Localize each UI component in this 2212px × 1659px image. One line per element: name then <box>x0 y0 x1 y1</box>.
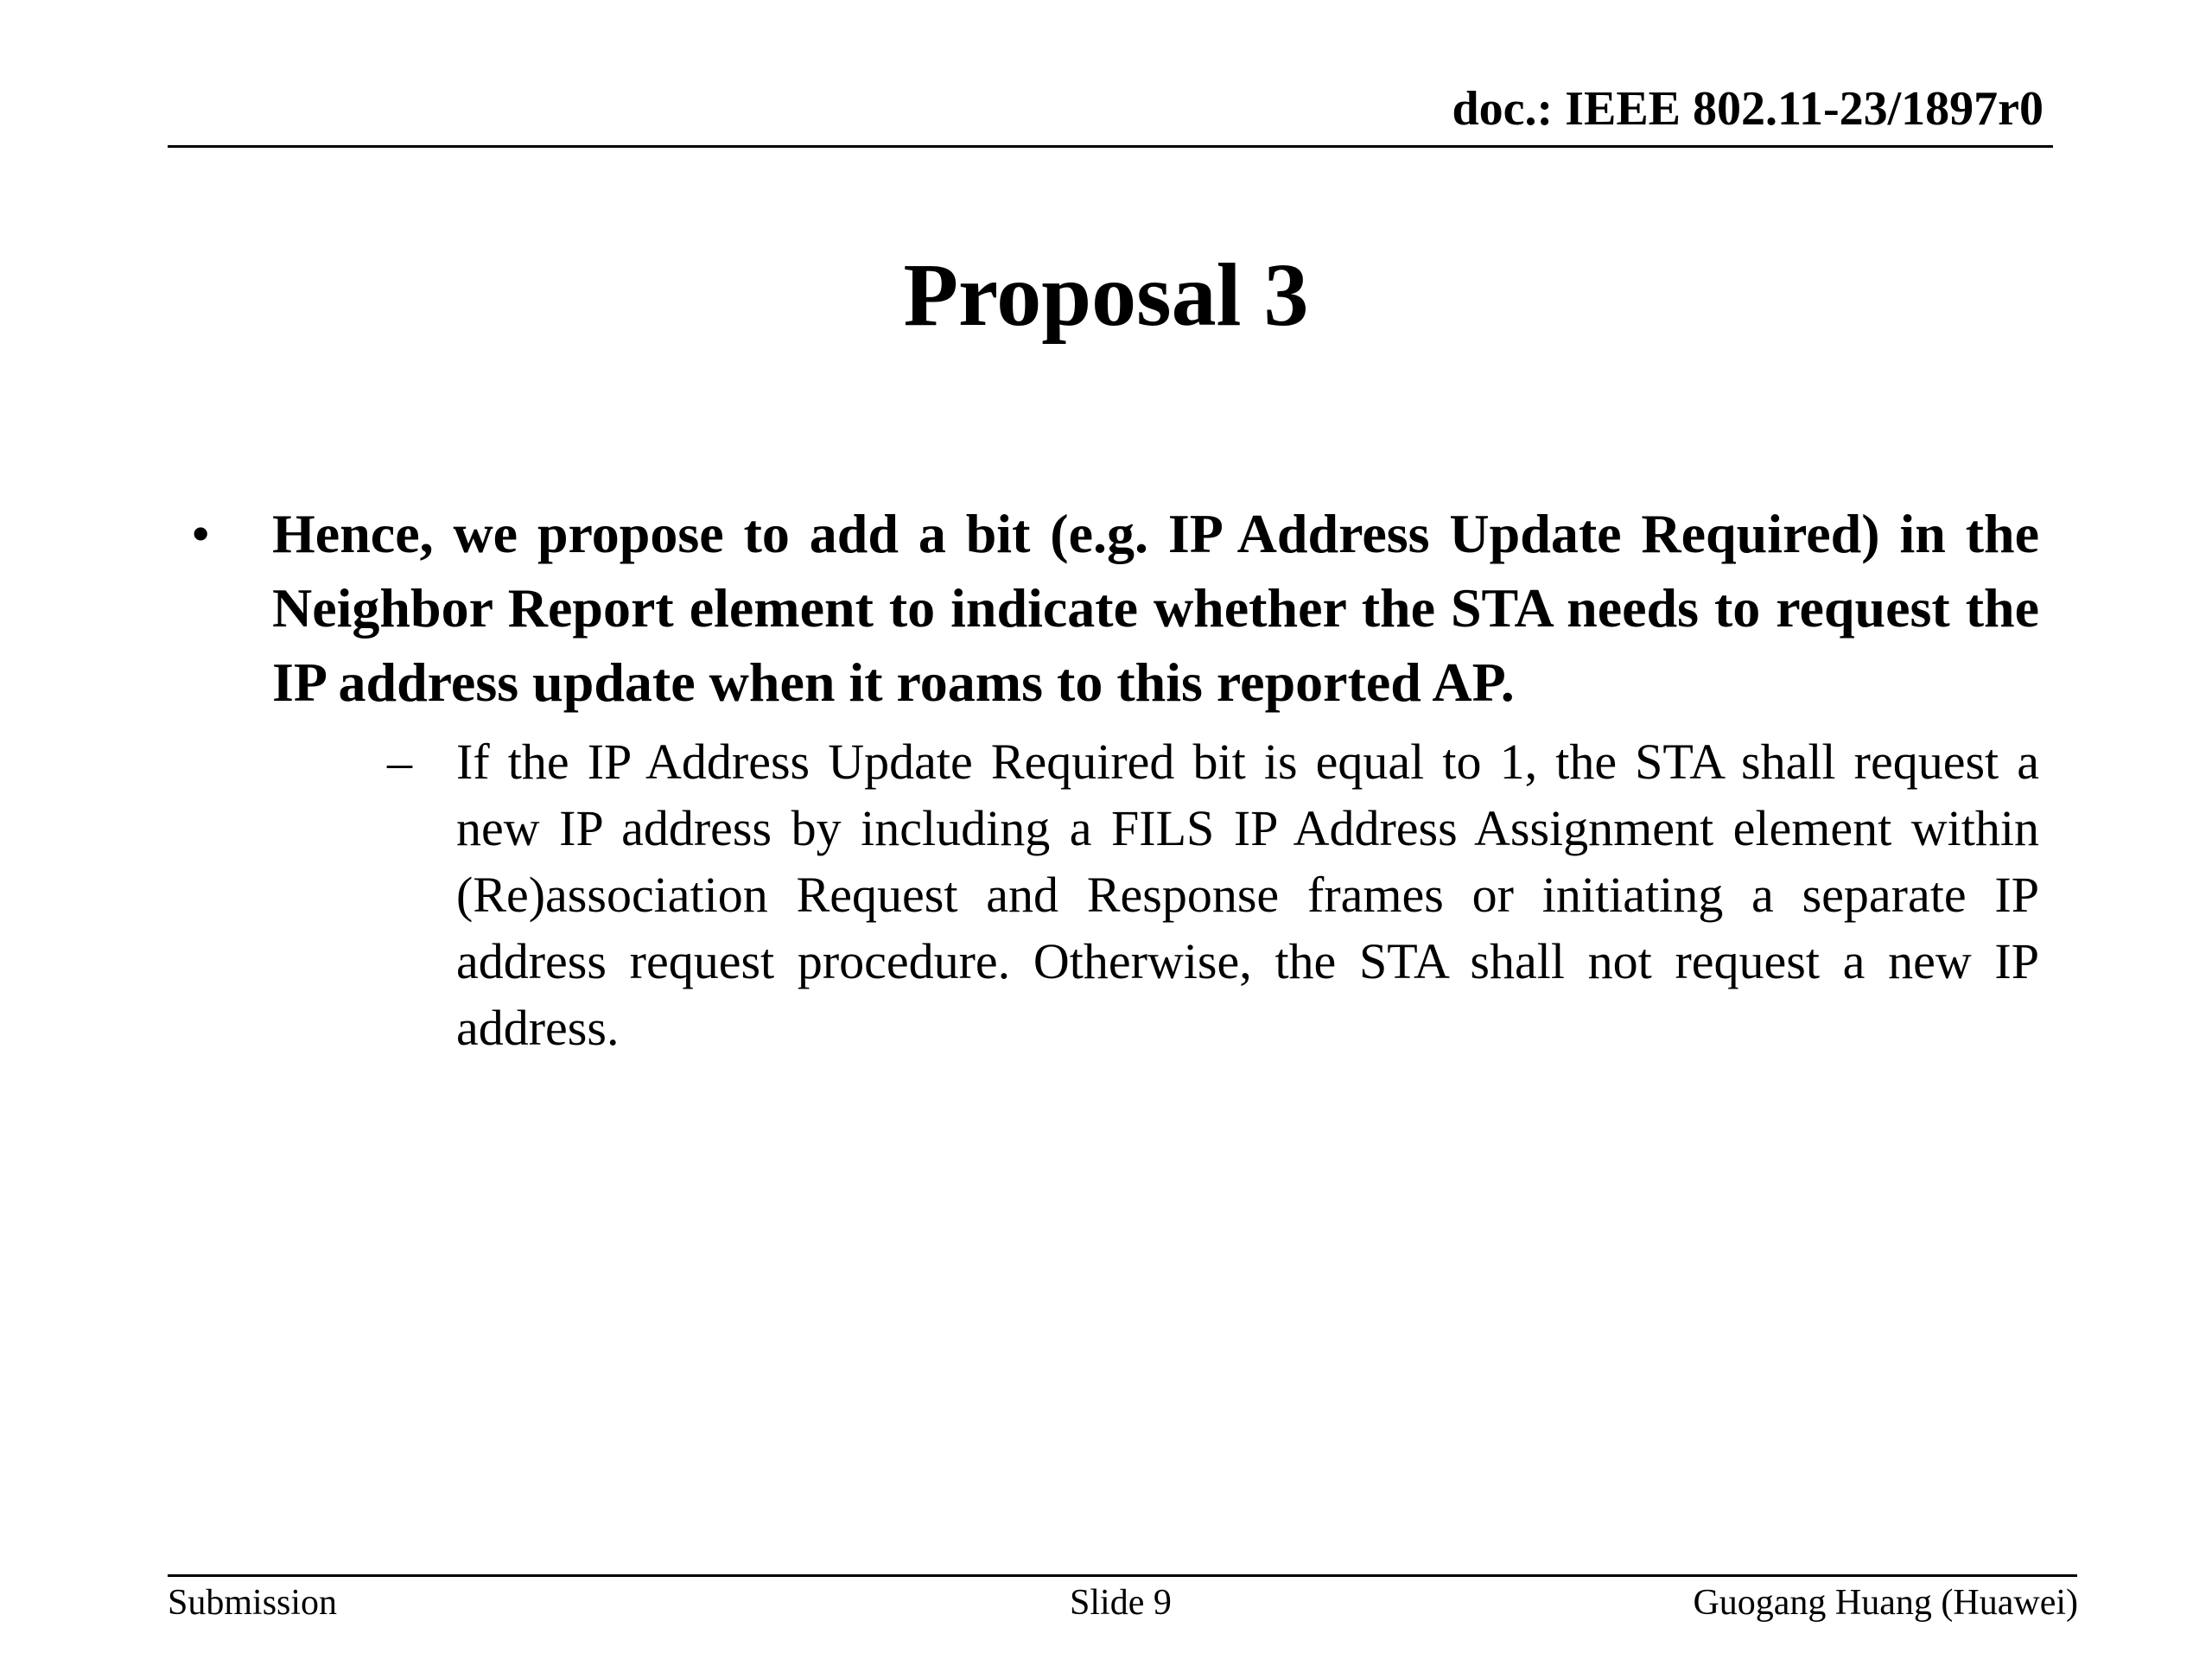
footer-submission: Submission <box>168 1583 338 1623</box>
footer-author: Guogang Huang (Huawei) <box>1693 1583 2078 1623</box>
sub-bullet-text: If the IP Address Update Required bit is equal to 1, the STA shall request a new IP address by including a FILS IP Address Assignment element within (Re)association Request and Response frames or initiating a separate IP address request procedure. Otherwise, the STA shall not request a new IP address. <box>456 734 2039 1056</box>
header-divider <box>168 145 2053 148</box>
footer-divider <box>168 1574 2077 1577</box>
bullet-list <box>186 497 2039 1061</box>
footer-slide-number: Slide 9 <box>1070 1583 1172 1623</box>
bullet-item <box>186 497 2039 1061</box>
slide-title: Proposal 3 <box>903 245 1309 345</box>
bullet-text: Hence, we propose to add a bit (e.g. IP Address Update Required) in the Neighbor Report element to indicate whether the STA needs to request the IP address update when it roams to this reported AP. <box>272 503 2039 713</box>
document-id: doc.: IEEE 802.11-23/1897r0 <box>1452 82 2044 136</box>
bullet-marker: • <box>191 503 211 564</box>
sub-bullet-item <box>387 728 2039 1061</box>
sub-bullet-marker: – <box>387 734 412 790</box>
